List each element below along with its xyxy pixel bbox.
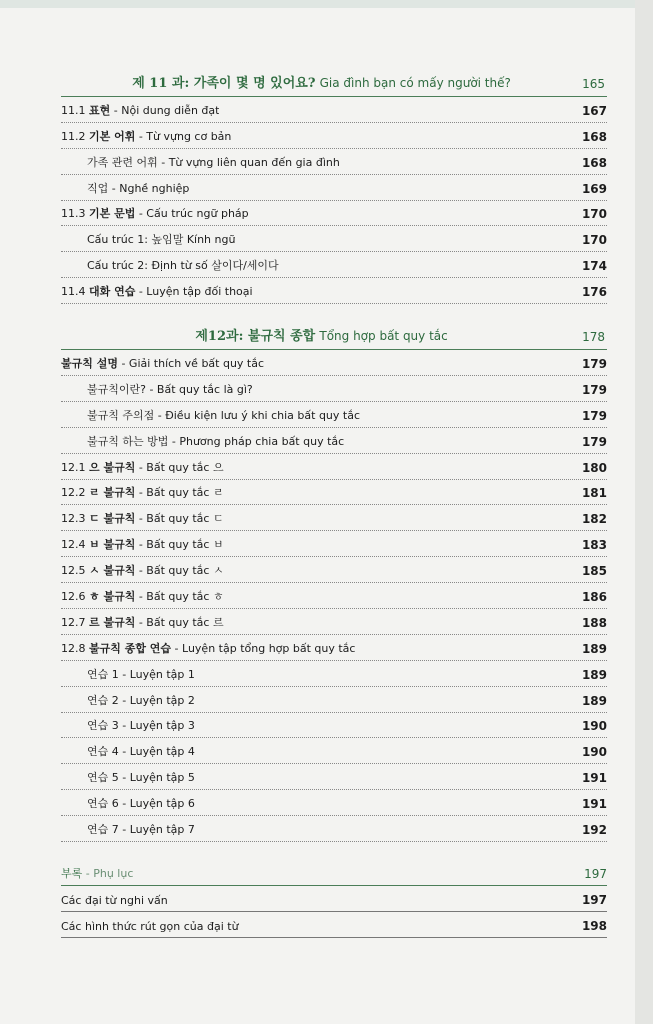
toc-entry-korean: 연습 6 — [87, 797, 119, 811]
toc-entry-vietnamese: - Phương pháp chia bất quy tắc — [171, 434, 345, 448]
toc-entry-label — [61, 538, 224, 552]
toc-entry-vietnamese: - Bất quy tắc 으 — [138, 460, 224, 474]
toc-entry-page: 188 — [581, 615, 607, 630]
toc-entry[interactable] — [61, 583, 607, 609]
toc-entry-page: 182 — [581, 512, 607, 527]
toc-entry-vietnamese: - Bất quy tắc là gì? — [149, 382, 253, 396]
chapter-12-entries — [61, 350, 607, 842]
toc-entry-label — [87, 797, 195, 811]
toc-entry-vietnamese: - Cấu trúc ngữ pháp — [138, 207, 249, 221]
toc-entry-label — [61, 104, 219, 118]
toc-entry-number: 11.4 — [61, 285, 86, 299]
appendix-title-kr: 부록 — [61, 867, 83, 881]
toc-entry-vietnamese: - Luyện tập 1 — [122, 667, 195, 681]
toc-entry-korean: 불규칙이란? — [87, 382, 146, 396]
toc-entry-label — [61, 564, 224, 578]
toc-entry-page: 189 — [581, 693, 607, 708]
toc-entry-vietnamese: - Bất quy tắc 르 — [138, 615, 224, 629]
toc-entry-vietnamese: - Giải thích về bất quy tắc — [121, 357, 265, 371]
toc-entry[interactable] — [61, 123, 607, 149]
toc-entry-number: 11.3 — [61, 207, 86, 221]
toc-entry-vietnamese: - Điều kiện lưu ý khi chia bất quy tắc — [157, 408, 361, 422]
appendix-entry-label: Các hình thức rút gọn của đại từ — [61, 920, 239, 934]
toc-entry-korean: 연습 3 — [87, 719, 119, 733]
toc-entry[interactable] — [61, 149, 607, 175]
toc-entry-korean: ㅂ 불규칙 — [89, 538, 136, 552]
toc-entry-vietnamese: - Luyện tập 2 — [122, 693, 195, 707]
toc-entry-number: 11.1 — [61, 103, 86, 117]
toc-entry-label — [87, 182, 189, 196]
toc-entry-number: 12.4 — [61, 538, 86, 552]
toc-entry[interactable] — [61, 661, 607, 687]
toc-entry-korean: 연습 1 — [87, 667, 119, 681]
toc-entry-vietnamese: - Bất quy tắc ㅂ — [138, 538, 224, 552]
toc-entry-vietnamese: - Nghề nghiệp — [111, 181, 190, 195]
toc-entry-korean: 연습 4 — [87, 745, 119, 759]
chapter-12-title-vi: Tổng hợp bất quy tắc — [319, 329, 448, 344]
toc-entry-page: 179 — [581, 382, 607, 397]
toc-entry-vietnamese: - Luyện tập 7 — [122, 823, 195, 837]
toc-entry-korean: 연습 2 — [87, 693, 119, 707]
toc-entry-vietnamese: Cấu trúc 2: Định từ số 살이다/세이다 — [87, 259, 279, 273]
toc-entry-label — [87, 435, 344, 449]
toc-entry-korean: 르 불규칙 — [89, 615, 136, 629]
toc-entry-label — [61, 512, 224, 526]
toc-entry-page: 170 — [581, 207, 607, 222]
chapter-12-heading[interactable] — [61, 324, 607, 350]
toc-entry-page: 179 — [581, 408, 607, 423]
toc-entry[interactable] — [61, 428, 607, 454]
toc-entry-page: 179 — [581, 434, 607, 449]
chapter-11-entries — [61, 97, 607, 304]
appendix-entry-label: Các đại từ nghi vấn — [61, 894, 168, 908]
toc-entry-page: 190 — [581, 745, 607, 760]
toc-entry[interactable] — [61, 687, 607, 713]
toc-entry-page: 168 — [581, 155, 607, 170]
toc-entry-label — [87, 383, 253, 397]
toc-entry-page: 185 — [581, 564, 607, 579]
toc-entry-page: 191 — [581, 797, 607, 812]
toc-entry-vietnamese: - Bất quy tắc ㄷ — [138, 512, 224, 526]
toc-entry-vietnamese: - Luyện tập 3 — [122, 719, 195, 733]
toc-entry-korean: 직업 — [87, 181, 109, 195]
chapter-11-heading[interactable] — [61, 71, 607, 97]
toc-entry-page: 191 — [581, 771, 607, 786]
appendix-page: 197 — [584, 867, 607, 882]
toc-entry[interactable] — [61, 738, 607, 764]
toc-entry-label — [87, 668, 195, 682]
toc-entry-label — [61, 616, 224, 630]
toc-entry[interactable] — [61, 252, 607, 278]
toc-entry[interactable] — [61, 454, 607, 480]
toc-entry-label — [87, 823, 195, 837]
toc-entry-label — [61, 642, 355, 656]
chapter-12-title-kr: 제12과: 불규칙 종합 — [195, 329, 316, 345]
toc-entry-vietnamese: Cấu trúc 1: 높임말 Kính ngữ — [87, 233, 236, 247]
toc-entry-page: 189 — [581, 641, 607, 656]
chapter-11-page: 165 — [582, 77, 605, 91]
toc-entry-label — [87, 694, 195, 708]
toc-entry-korean: 기본 문법 — [89, 207, 136, 221]
toc-entry-vietnamese: - Luyện tập 6 — [122, 797, 195, 811]
toc-entry-vietnamese: - Luyện tập 5 — [122, 771, 195, 785]
toc-entry[interactable] — [61, 226, 607, 252]
toc-entry[interactable] — [61, 635, 607, 661]
toc-entry-page: 192 — [581, 823, 607, 838]
toc-entry-vietnamese: - Luyện tập 4 — [122, 745, 195, 759]
toc-entry-korean: 으 불규칙 — [89, 460, 136, 474]
toc-entry-label — [87, 156, 340, 170]
toc-entry-page: 186 — [581, 590, 607, 605]
toc-entry-korean: 불규칙 종합 연습 — [89, 641, 172, 655]
appendix-entry-page: 197 — [581, 893, 607, 908]
toc-entry-page: 167 — [581, 103, 607, 118]
top-edge-strip — [0, 0, 653, 8]
toc-entry-number: 11.2 — [61, 129, 86, 143]
toc-entry-label — [61, 461, 224, 475]
appendix-entries — [61, 886, 607, 938]
toc-entry-label — [87, 719, 195, 733]
toc-entry-page: 168 — [581, 129, 607, 144]
toc-entry-korean: 기본 어휘 — [89, 129, 136, 143]
toc-entry-vietnamese: - Luyện tập đối thoại — [138, 285, 253, 299]
toc-entry-korean: ㄷ 불규칙 — [89, 512, 136, 526]
toc-entry-korean: 불규칙 설명 — [61, 357, 118, 371]
toc-entry-vietnamese: - Bất quy tắc ㄹ — [138, 486, 224, 500]
appendix-entry[interactable] — [61, 886, 607, 912]
toc-entry-vietnamese: - Nội dung diễn đạt — [113, 103, 220, 117]
toc-entry[interactable] — [61, 790, 607, 816]
toc-entry-number: 12.6 — [61, 590, 86, 604]
toc-entry-page: 180 — [581, 460, 607, 475]
toc-entry-page: 169 — [581, 181, 607, 196]
appendix-entry[interactable] — [61, 912, 607, 938]
toc-entry-page: 170 — [581, 233, 607, 248]
toc-entry-vietnamese: - Từ vựng liên quan đến gia đình — [161, 155, 340, 169]
toc-entry-korean: 가족 관련 어휘 — [87, 155, 158, 169]
toc-entry-page: 174 — [581, 259, 607, 274]
appendix-title-vi: - Phụ lục — [85, 867, 134, 881]
toc-entry[interactable] — [61, 505, 607, 531]
toc-entry-page: 181 — [581, 486, 607, 501]
toc-entry-label — [61, 590, 224, 604]
toc-entry[interactable] — [61, 713, 607, 739]
toc-entry-number: 12.1 — [61, 460, 86, 474]
toc-entry-korean: ㅎ 불규칙 — [89, 590, 136, 604]
toc-entry-number: 12.5 — [61, 564, 86, 578]
toc-entry[interactable] — [61, 201, 607, 227]
toc-entry-number: 12.3 — [61, 512, 86, 526]
toc-entry-korean: 대화 연습 — [89, 285, 136, 299]
toc-entry-label — [61, 357, 264, 371]
toc-entry-label — [87, 233, 235, 247]
appendix-heading[interactable] — [61, 864, 607, 886]
chapter-12-page: 178 — [582, 330, 605, 345]
toc-entry[interactable] — [61, 350, 607, 376]
toc-entry-label — [61, 285, 253, 299]
toc-entry-korean: ㄹ 불규칙 — [89, 486, 136, 500]
toc-entry[interactable] — [61, 175, 607, 201]
toc-entry[interactable] — [61, 816, 607, 842]
toc-entry[interactable] — [61, 97, 607, 123]
page-right-edge — [635, 0, 653, 1024]
toc-entry-vietnamese: - Từ vựng cơ bản — [138, 129, 232, 143]
toc-entry-vietnamese: - Luyện tập tổng hợp bất quy tắc — [174, 641, 356, 655]
toc-entry[interactable] — [61, 609, 607, 635]
toc-entry-page: 183 — [581, 538, 607, 553]
appendix-entry-page: 198 — [581, 919, 607, 934]
toc-entry[interactable] — [61, 531, 607, 557]
toc-entry-number: 12.8 — [61, 641, 86, 655]
toc-entry-korean: 표현 — [89, 103, 111, 117]
toc-entry-korean: 불규칙 주의점 — [87, 408, 155, 422]
toc-entry-page: 176 — [581, 285, 607, 300]
toc-entry-label — [87, 259, 279, 273]
toc-entry[interactable] — [61, 402, 607, 428]
toc-entry-page: 189 — [581, 667, 607, 682]
toc-entry-number: 12.2 — [61, 486, 86, 500]
toc-entry-label — [61, 486, 224, 500]
toc-entry[interactable] — [61, 764, 607, 790]
toc-entry-label — [87, 409, 360, 423]
toc-entry-korean: 연습 7 — [87, 823, 119, 837]
toc-entry-number: 12.7 — [61, 615, 86, 629]
toc-entry[interactable] — [61, 278, 607, 304]
toc-entry-vietnamese: - Bất quy tắc ㅎ — [138, 590, 224, 604]
toc-entry-label — [87, 745, 195, 759]
toc-entry-vietnamese: - Bất quy tắc ㅅ — [138, 564, 224, 578]
chapter-11-title-vi: Gia đình bạn có mấy người thế? — [319, 76, 511, 90]
toc-entry-label — [87, 771, 195, 785]
toc-entry-page: 190 — [581, 719, 607, 734]
toc-entry[interactable] — [61, 480, 607, 506]
table-of-contents — [61, 71, 607, 938]
toc-entry-label — [61, 130, 231, 144]
toc-entry-korean: ㅅ 불규칙 — [89, 564, 136, 578]
toc-entry-korean: 연습 5 — [87, 771, 119, 785]
toc-entry[interactable] — [61, 376, 607, 402]
toc-entry-korean: 불규칙 하는 방법 — [87, 434, 169, 448]
chapter-11-title-kr: 제 11 과: 가족이 몇 명 있어요? — [132, 76, 316, 91]
toc-entry-page: 179 — [581, 357, 607, 372]
toc-entry[interactable] — [61, 557, 607, 583]
toc-entry-label — [61, 207, 249, 221]
